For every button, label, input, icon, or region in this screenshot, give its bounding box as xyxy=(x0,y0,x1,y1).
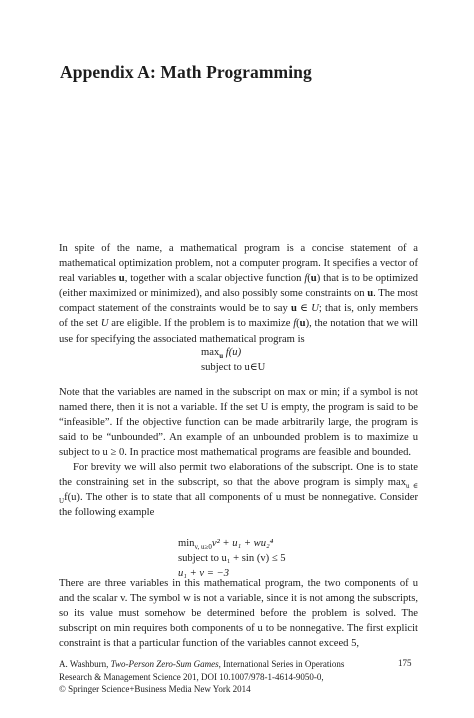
equation-line: $\max_u f(u)$ xyxy=(201,347,242,361)
math-u: u xyxy=(310,273,317,285)
math-u: u xyxy=(291,303,297,315)
footer-line: A. Washburn, Two-Person Zero-Sum Games, International Series in Operations xyxy=(59,659,345,669)
equation-line: subject to u∈U xyxy=(201,362,266,373)
paragraph-intro: In spite of the name, a mathematical program is a concise statement of a mathematical optimization problem, not a computer program. It specifies a vector of real variables u, together with a scalar objective function f(u) that is to be optimized (either maximized or minimized), and also possibly some constraints on u. The most compact statement of the constraints would be to say u ∈ U; that is, only members of the set U are eligible. If the problem is to maximize f(u), the notation that we will use for specifying the associated mathematical program is xyxy=(59,243,419,345)
page-number: 175 xyxy=(398,658,412,668)
text-run: . The most compact statement of the constraints would be to say xyxy=(59,288,418,315)
math-elem: ∈ xyxy=(296,303,312,315)
subscript: u ∈ U xyxy=(59,482,419,506)
text-run: ; that is, only members of the set xyxy=(59,303,419,330)
text-run: are eligible. If the problem is to maximize xyxy=(108,318,294,330)
math-f: f xyxy=(293,318,297,330)
math-u: u xyxy=(367,288,374,300)
footer-citation xyxy=(59,658,419,696)
paragraph-notation: Note that the variables are named in the subscript on max or min; if a symbol is not named there, then it is not a variable. If the set U is empty, the program is said to be “infeasible”. If the objective function can be made arbitrarily large, the program is said to be “unbounded”. An example of an unbounded problem is to maximize u subject to u ≥ 0. In practice most mathematical programs are feasible and bounded. xyxy=(59,387,418,459)
equation-line: $\min_{v, u\ge 0}v^2 + u_1 + wu_2^4$ xyxy=(178,538,274,552)
math-f: f xyxy=(304,273,308,285)
text-run: f(u). The other is to state that all components of u must be nonnegative. Consider the following example xyxy=(59,492,418,519)
footer-line: © Springer Science+Business Media New York 2014 xyxy=(59,684,251,694)
equation-line: u₁ + v = −3 xyxy=(178,568,230,579)
appendix-heading: Appendix A: Math Programming xyxy=(60,62,312,82)
text-run: In spite of the name, a mathematical program is a concise statement of a mathematical optimization problem, not a computer program. It specifies a vector of real variables xyxy=(59,243,418,285)
math-U: U xyxy=(100,318,109,330)
display-equation-min xyxy=(178,536,286,581)
paragraph-elaborations xyxy=(59,460,418,520)
footer-line: Research & Management Science 201, DOI 10.1007/978-1-4614-9050-0, xyxy=(59,671,324,682)
math-U: U xyxy=(311,303,319,315)
paragraph-variables: There are three variables in this mathematical program, the two components of u and the scalar v. The symbol w is not a variable, since it is not among the subscripts, so its value must somehow be determined before the problem is solved. The subscript on min requires both components of u to be nonnegative. The first explicit constraint is that a particular function of the variables cannot exceed 5, xyxy=(59,578,418,650)
display-equation-max xyxy=(201,345,265,375)
text-run: that is to be optimized (either maximized or minimized), and also possibly some constraints on xyxy=(59,273,418,300)
text-run: ), the notation that we will use for specifying the associated mathematical program is xyxy=(59,318,418,345)
equation-line: subject to u₁ + sin (v) ≤ 5 xyxy=(178,553,286,564)
text-run: For brevity we will also permit two elaborations of the subscript. One is to state the constraining set in the subscript, so that the above program is simply max xyxy=(59,462,418,489)
text-run: , together with a scalar objective function xyxy=(124,273,305,285)
math-u: u xyxy=(118,273,125,285)
math-u: u xyxy=(299,318,306,330)
